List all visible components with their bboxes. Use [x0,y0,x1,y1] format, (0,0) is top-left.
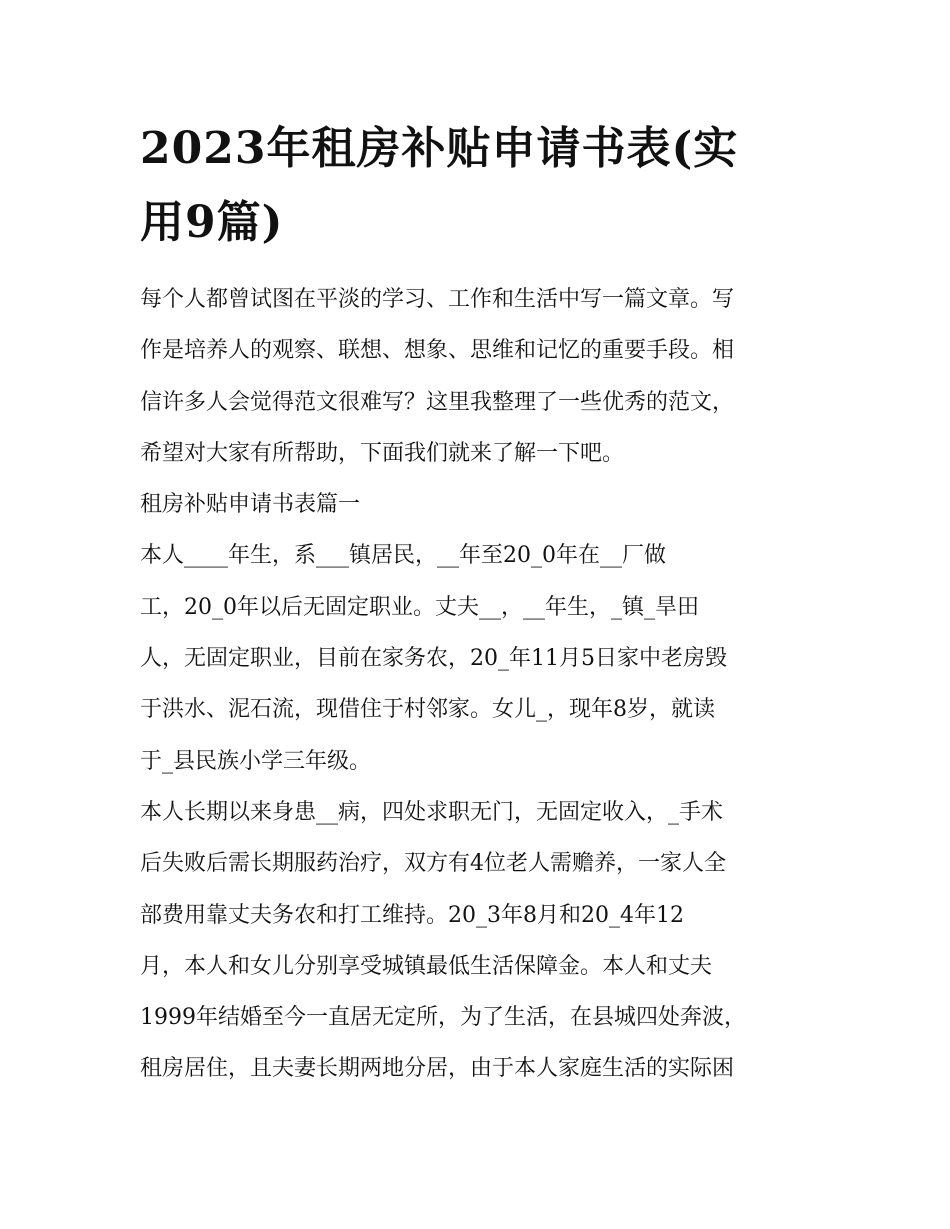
text-line: 1999年结婚至今一直居无定所，为了生活，在县城四处奔波， [140,1005,746,1031]
text-line: 本人____年生，系___镇居民，__年至20_0年在__厂做 [140,543,666,569]
title-line-2: 用9篇) [140,197,284,248]
text-line: 本人长期以来身患__病，四处求职无门，无固定收入，_手术 [140,799,724,825]
title-line-1: 2023年租房补贴申请书表(实 [140,123,739,174]
text-line: 月，本人和女儿分别享受城镇最低生活保障金。本人和丈夫 [140,953,713,979]
section-heading [140,479,812,530]
paragraph-2 [140,787,812,1095]
text-line: 希望对大家有所帮助，下面我们就来了解一下吧。 [140,440,625,466]
text-line: 作是培养人的观察、联想、想象、思维和记忆的重要手段。相 [140,338,735,364]
document-title [140,112,812,260]
text-line: 部费用靠丈夫务农和打工维持。20_3年8月和20_4年12 [140,902,684,928]
text-line: 工，20_0年以后无固定职业。丈夫__，__年生，_镇_旱田 [140,594,699,620]
text-line: 租房居住，且夫妻长期两地分居，由于本人家庭生活的实际困 [140,1056,735,1082]
paragraph-1 [140,530,812,786]
text-line: 于洪水、泥石流，现借住于村邻家。女儿_，现年8岁，就读 [140,697,715,723]
section-heading-text: 租房补贴申请书表篇一 [140,492,361,518]
document-body [140,274,812,1095]
intro-paragraph [140,274,812,479]
text-line: 人，无固定职业，目前在家务农，20_年11月5日家中老房毁 [140,646,727,672]
text-line: 每个人都曾试图在平淡的学习、工作和生活中写一篇文章。写 [140,287,735,312]
document-page [140,112,812,1095]
text-line: 信许多人会觉得范文很难写？这里我整理了一些优秀的范文， [140,389,735,415]
text-line: 后失败后需长期服药治疗，双方有4位老人需赡养，一家人全 [140,851,726,877]
text-line: 于_县民族小学三年级。 [140,748,372,774]
